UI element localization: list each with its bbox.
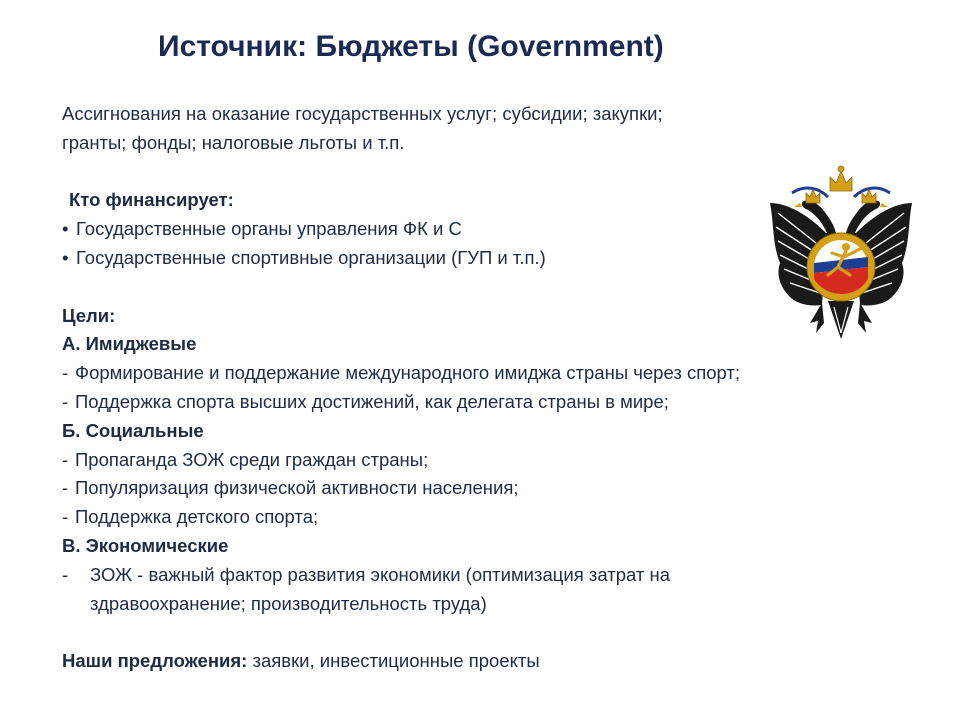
who-funds-item-text: Государственные спортивные организации (ГУП и т.п.) [76,246,546,268]
economic-goals-heading: В. Экономические [62,534,229,556]
proposals-text: заявки, инвестиционные проекты [252,650,540,672]
dash-marker: - [62,390,69,412]
social-goal-text: Пропаганда ЗОЖ среди граждан страны; [75,448,429,470]
intro-line-2: гранты; фонды; налоговые льготы и т.п. [62,131,405,153]
dash-marker: - [62,506,69,528]
proposals-line [62,647,902,676]
spacer [62,618,902,647]
dash-marker: - [62,563,69,585]
economic-goal-continuation: здравоохранение; производительность труда) [90,592,487,614]
social-goal-item [62,474,902,503]
social-goal-text: Популяризация физической активности населения; [75,477,519,499]
image-goals-heading: А. Имиджевые [62,333,197,355]
social-goal-item [62,503,902,532]
social-goal-item [62,446,902,475]
dash-marker: - [62,477,69,499]
proposals-label: Наши предложения: [62,650,248,672]
who-funds-heading: Кто финансирует: [69,189,234,211]
social-goal-text: Поддержка детского спорта; [75,506,319,528]
dash-marker: - [62,362,69,384]
economic-goal-item [62,561,902,590]
bullet-icon: • [62,218,69,240]
image-goal-item [62,359,902,388]
dash-marker: - [62,448,69,470]
russian-sport-ministry-emblem-icon [766,163,916,358]
economic-goal-text: ЗОЖ - важный фактор развития экономики (оптимизация затрат на [90,563,670,585]
bullet-icon: • [62,246,69,268]
goals-heading: Цели: [62,304,116,326]
social-goals-heading: Б. Социальные [62,419,204,441]
image-goal-text: Поддержка спорта высших достижений, как делегата страны в мире; [75,390,669,412]
image-goal-item [62,388,902,417]
intro-line-1: Ассигнования на оказание государственных услуг; субсидии; закупки; [62,103,663,124]
slide-title: Источник: Бюджеты (Government) [158,30,664,63]
image-goal-text: Формирование и поддержание международного имиджа страны через спорт; [75,362,741,384]
who-funds-item-text: Государственные органы управления ФК и С [76,218,462,240]
